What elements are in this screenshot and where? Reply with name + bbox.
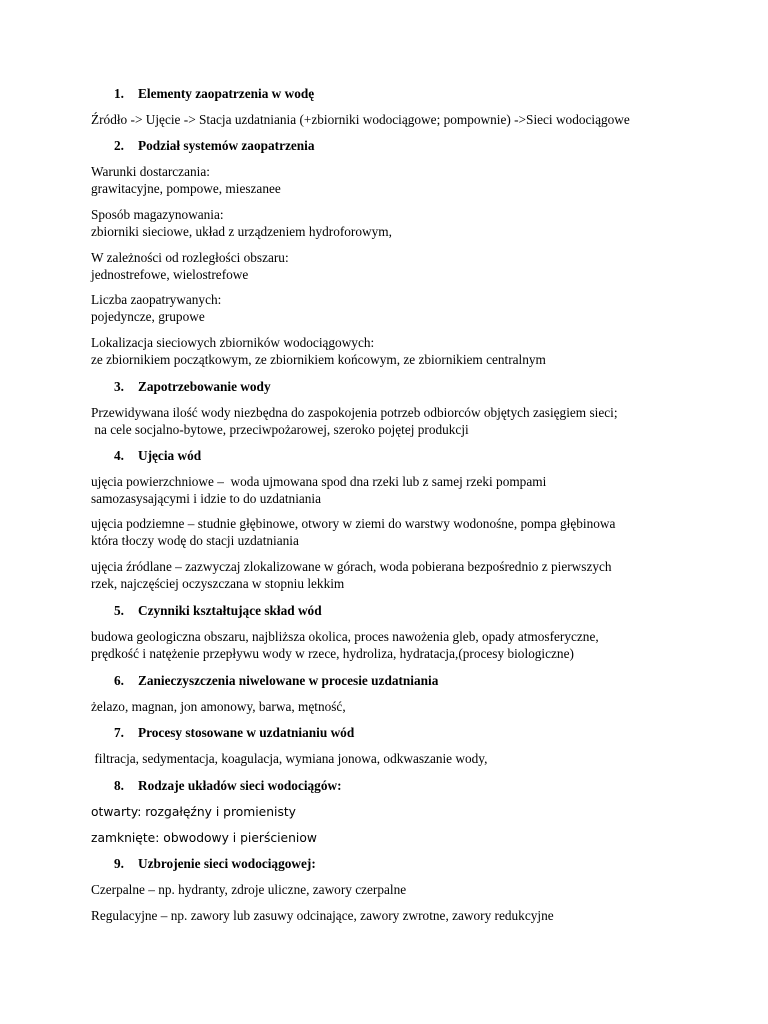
section-heading bbox=[114, 856, 316, 872]
section-number: 3. bbox=[114, 379, 124, 394]
section-number: 2. bbox=[114, 138, 124, 153]
paragraph bbox=[91, 559, 612, 592]
section-number: 1. bbox=[114, 86, 124, 101]
section-number: 9. bbox=[114, 856, 124, 871]
paragraph bbox=[91, 405, 618, 438]
section-title: Uzbrojenie sieci wodociągowej: bbox=[138, 856, 316, 871]
paragraph bbox=[91, 250, 289, 283]
section-number: 7. bbox=[114, 725, 124, 740]
paragraph bbox=[91, 751, 487, 768]
paragraph bbox=[91, 516, 615, 549]
paragraph-line: ujęcia źródlane – zazwyczaj zlokalizowane w górach, woda pobierana bezpośrednio z pierwszych bbox=[91, 559, 612, 574]
section-number: 4. bbox=[114, 448, 124, 463]
paragraph-line: jednostrefowe, wielostrefowe bbox=[91, 266, 249, 282]
paragraph-line: Lokalizacja sieciowych zbiorników wodociągowych: bbox=[91, 335, 375, 350]
section-number: 8. bbox=[114, 778, 124, 793]
paragraph bbox=[91, 335, 546, 368]
section-heading bbox=[114, 725, 354, 741]
paragraph bbox=[91, 908, 554, 925]
paragraph-line: zamknięte: obwodowy i pierścieniow bbox=[91, 831, 317, 845]
section-title: Zapotrzebowanie wody bbox=[138, 379, 271, 394]
paragraph-line: na cele socjalno-bytowe, przeciwpożarowej, szeroko pojętej produkcji bbox=[91, 421, 469, 437]
section-heading bbox=[114, 86, 314, 102]
paragraph bbox=[91, 699, 346, 716]
section-title: Czynniki kształtujące skład wód bbox=[138, 603, 322, 618]
paragraph bbox=[91, 629, 599, 662]
paragraph-line: żelazo, magnan, jon amonowy, barwa, mętność, bbox=[91, 699, 346, 714]
section-title: Rodzaje układów sieci wodociągów: bbox=[138, 778, 342, 793]
paragraph-line: W zależności od rozległości obszaru: bbox=[91, 250, 289, 265]
paragraph-line: która tłoczy wodę do stacji uzdatniania bbox=[91, 532, 299, 548]
paragraph-line: Regulacyjne – np. zawory lub zasuwy odcinające, zawory zwrotne, zawory redukcyjne bbox=[91, 908, 554, 923]
paragraph-line: samozasysającymi i idzie to do uzdatniania bbox=[91, 490, 322, 506]
paragraph-line: filtracja, sedymentacja, koagulacja, wymiana jonowa, odkwaszanie wody, bbox=[91, 751, 488, 766]
section-heading bbox=[114, 673, 438, 689]
paragraph-line: otwarty: rozgałęźny i promienisty bbox=[91, 805, 296, 819]
paragraph-line: ujęcia podziemne – studnie głębinowe, otwory w ziemi do warstwy wodonośne, pompa głębinowa bbox=[91, 516, 616, 531]
paragraph-line: Przewidywana ilość wody niezbędna do zaspokojenia potrzeb odbiorców objętych zasięgiem sieci; bbox=[91, 405, 618, 420]
paragraph bbox=[91, 830, 317, 847]
section-title: Podział systemów zaopatrzenia bbox=[138, 138, 315, 153]
section-title: Elementy zaopatrzenia w wodę bbox=[138, 86, 315, 101]
section-title: Zanieczyszczenia niwelowane w procesie uzdatniania bbox=[138, 673, 439, 688]
paragraph-line: budowa geologiczna obszaru, najbliższa okolica, proces nawożenia gleb, opady atmosferyczne, bbox=[91, 629, 599, 644]
paragraph-line: rzek, najczęściej oczyszczana w stopniu lekkim bbox=[91, 575, 345, 591]
paragraph bbox=[91, 474, 546, 507]
section-heading bbox=[114, 603, 322, 619]
paragraph-line: Liczba zaopatrywanych: bbox=[91, 292, 222, 307]
paragraph bbox=[91, 804, 296, 821]
paragraph-line: Źródło -> Ujęcie -> Stacja uzdatniania (+zbiorniki wodociągowe; pompownie) ->Sieci wodociągowe bbox=[91, 112, 630, 127]
paragraph-line: ujęcia powierzchniowe – woda ujmowana spod dna rzeki lub z samej rzeki pompami bbox=[91, 474, 547, 489]
section-heading bbox=[114, 379, 271, 395]
paragraph bbox=[91, 292, 221, 325]
section-number: 6. bbox=[114, 673, 124, 688]
section-title: Ujęcia wód bbox=[138, 448, 202, 463]
paragraph-line: Sposób magazynowania: bbox=[91, 207, 224, 222]
paragraph-line: Czerpalne – np. hydranty, zdroje uliczne, zawory czerpalne bbox=[91, 882, 407, 897]
paragraph-line: Warunki dostarczania: bbox=[91, 164, 210, 179]
paragraph-line: grawitacyjne, pompowe, mieszanee bbox=[91, 180, 281, 196]
paragraph bbox=[91, 882, 406, 899]
section-number: 5. bbox=[114, 603, 124, 618]
section-heading bbox=[114, 778, 342, 794]
section-title: Procesy stosowane w uzdatnianiu wód bbox=[138, 725, 355, 740]
paragraph bbox=[91, 112, 630, 129]
paragraph bbox=[91, 164, 281, 197]
section-heading bbox=[114, 138, 315, 154]
paragraph-line: pojedyncze, grupowe bbox=[91, 308, 205, 324]
paragraph-line: ze zbiornikiem początkowym, ze zbiornikiem końcowym, ze zbiornikiem centralnym bbox=[91, 351, 546, 367]
paragraph-line: prędkość i natężenie przepływu wody w rzece, hydroliza, hydratacja,(procesy biologiczne) bbox=[91, 645, 574, 661]
paragraph-line: zbiorniki sieciowe, układ z urządzeniem hydroforowym, bbox=[91, 223, 392, 239]
paragraph bbox=[91, 207, 392, 240]
section-heading bbox=[114, 448, 201, 464]
